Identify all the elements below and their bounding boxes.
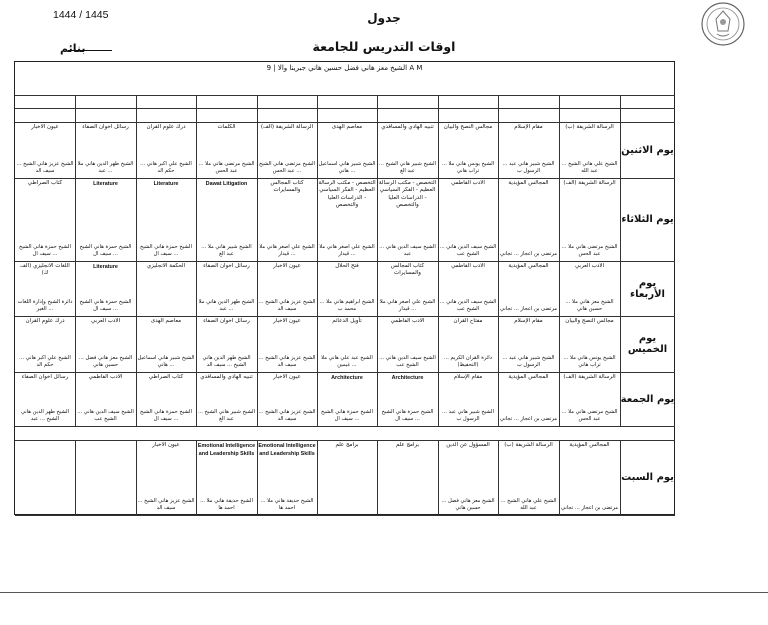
teacher-label: الشيخ مرتضى هاني الشيخ ... عبد الحس [258, 160, 316, 175]
subject-label: اللغات الانجليزي (الف ك) [20, 263, 70, 277]
timetable-cell [75, 261, 136, 316]
subject-label: الادب الفاطمي [88, 374, 123, 380]
teacher-label: الشيخ طهر الدين هاني الشيخ ... عبد [20, 408, 70, 423]
timetable-cell [257, 261, 317, 316]
grid-row-line [15, 108, 675, 109]
subject-label: مقام الإسلام [514, 124, 543, 130]
teacher-label: دائرة القران الكريم ... (التحفيظ) [443, 354, 493, 369]
subject-label: الادب العربي [574, 263, 605, 269]
teacher-label: مرتضى بن اعجاز ... تجاني [500, 416, 557, 423]
timetable-cell [438, 372, 498, 426]
timetable-header-line: الشيخ معز هاني فضل حسين هاني جبرينا والا | 9 A M [266, 64, 423, 72]
timetable-cell [15, 122, 75, 178]
teacher-label: الشيخ شبير هاني الشيخ ... عبد الغ [197, 408, 256, 423]
day-label: يوم الخميس [627, 333, 668, 355]
timetable-cell [498, 316, 559, 372]
subject-label: برامج علم [335, 442, 359, 448]
teacher-label: الشيخ سيف الدين هاني ... الشيخ عب [379, 354, 436, 369]
teacher-label: الشيخ مرتضى هاني ملا ... عبد الحس [198, 160, 255, 175]
timetable-cell [75, 178, 136, 261]
subject-label: الحكمة الانجليزي [146, 263, 186, 269]
teacher-label: الشيخ معز هاني ملا ... حسين هاني [565, 298, 614, 313]
subject-label: Architecture [391, 375, 424, 381]
timetable-cell [75, 440, 136, 515]
subject-label: Literature [153, 181, 179, 187]
timetable-cell [317, 122, 377, 178]
subject-label: الرسالة الشريفة (ب) [504, 442, 553, 448]
teacher-label: الشيخ حمزة هاني الشيخ ... سيف ال [79, 298, 132, 313]
timetable-cell [559, 178, 620, 261]
timetable-cell [438, 316, 498, 372]
timetable-cell [136, 261, 196, 316]
teacher-label: الشيخ مرتضى هاني ملا ... عبد الحس [561, 408, 618, 423]
subject-label: Emotional Intelligence and Leadership Skills [197, 443, 256, 458]
table-label: جدول [367, 11, 401, 25]
teacher-label: الشيخ شبير هاني اسماعيل ... هاني [318, 160, 376, 175]
subject-label: مجالس النصح والبيان [443, 124, 493, 130]
subject-label: تنبيه الهادي والمسافدي [381, 124, 434, 130]
timetable-cell [498, 122, 559, 178]
subject-label: رسائل اخوان الصفاء [203, 263, 250, 269]
signature-line [68, 50, 112, 51]
timetable-cell [498, 440, 559, 515]
timetable-cell [377, 261, 438, 316]
page-title: اوقات التدريس للجامعة [312, 39, 456, 54]
teacher-label: الشيخ طهر الدين هاني ملا ... عبد [198, 298, 255, 313]
teacher-label: الشيخ ابراهيم هاني ملا ... محمد ب [319, 298, 375, 313]
grid-row-line [15, 515, 675, 516]
teacher-label: الشيخ علي اصغر هاني ملا ... قيدار [259, 243, 315, 258]
teacher-label: الشيخ حمزة هاني الشيخ ... سيف ال [19, 243, 71, 258]
teacher-label: الشيخ طهر الدين هاني الشيخ ... سيف الد [202, 354, 251, 369]
timetable-cell [377, 316, 438, 372]
grid-row-line [15, 95, 675, 96]
timetable-cell [257, 178, 317, 261]
teacher-label: الشيخ شبير هاني عبد ... الرسول ب [502, 354, 555, 369]
subject-label: الرسالة الشريفة (الف) [260, 124, 314, 130]
subject-label: كتاب المجالس والمسايرات [390, 263, 425, 277]
subject-label: Literature [93, 264, 118, 270]
subject-label: المسؤول عن الدين [446, 442, 490, 448]
subject-label: درك علوم القران [146, 124, 186, 130]
subject-label: كتاب الصراطي [27, 180, 63, 186]
subject-label: Emotional Intelligence and Leadership Skills [258, 443, 316, 458]
teacher-label: الشيخ سيف الدين هاني ... الشيخ عب [77, 408, 134, 423]
subject-label: Literature [93, 181, 118, 187]
timetable-cell [317, 372, 377, 426]
teacher-label: الشيخ علي اصغر هاني ملا ... قيدار [319, 243, 375, 258]
page-footer-line [0, 592, 768, 593]
timetable-cell [377, 440, 438, 515]
subject-label: معاصم الهدى [331, 124, 363, 130]
timetable-cell [317, 261, 377, 316]
subject-label: مقام الإسلام [453, 374, 483, 380]
grid-row-line [15, 426, 675, 427]
teacher-label: الشيخ علي اكبر هاني ... حكم الد [140, 160, 192, 175]
subject-label: المجالس المؤيدية [508, 263, 549, 269]
timetable-cell [136, 122, 196, 178]
subject-label: كتاب المجالس والمسايرات [270, 180, 304, 194]
subject-label: تنبيه الهادي والمسافدي [200, 374, 253, 380]
teacher-label: الشيخ حمزة هاني الشيخ ... سيف ال [140, 408, 192, 423]
teacher-label: الشيخ حذيفة هاني ملا ... احمد ها [200, 497, 253, 512]
day-label: يوم السبت [621, 472, 674, 483]
teacher-label: الشيخ علي هاني الشيخ ... عبد الله [561, 160, 618, 175]
teacher-label: الشيخ يونس هاني ملا ... تراب هاني [441, 160, 495, 175]
subject-label: الكلمات [217, 124, 236, 130]
subject-label: التخصص - مكتب الرسالة العظيم - الفكر السياسي - الدراسات العليا والتخصص [318, 180, 376, 209]
subject-label: الرسالة الشريفة (ب) [565, 124, 614, 130]
teacher-label: الشيخ سيف الدين هاني ... الشيخ عب [439, 298, 497, 313]
timetable-cell [498, 178, 559, 261]
teacher-label: الشيخ عزيز هاني الشيخ ... سيف الد [137, 497, 195, 512]
subject-label: مجالس النصح والبيان [565, 318, 614, 324]
teacher-label: الشيخ عزيز هاني الشيخ ... سيف الد [258, 354, 316, 369]
subject-label: تأويل الدعائم [332, 318, 362, 324]
teacher-label: الشيخ علي اكبر هاني ... حكم الد [19, 354, 71, 369]
timetable-cell [257, 372, 317, 426]
timetable-cell [75, 122, 136, 178]
teacher-label: الشيخ حمزة هاني الشيخ ... سيف ال [321, 408, 373, 423]
timetable-cell [136, 178, 196, 261]
subject-label: مقام الإسلام [514, 318, 543, 324]
subject-label: المجالس المؤيدية [508, 374, 549, 380]
timetable-cell [196, 372, 257, 426]
subject-label: الادب الفاطمي [390, 318, 425, 324]
timetable-cell [136, 372, 196, 426]
subject-label: عيون الاخبار [273, 263, 301, 269]
teacher-label: الشيخ سيف الدين هاني ... الشيخ عب [439, 243, 497, 258]
subject-label: فتح الحلال [335, 263, 359, 269]
timetable-cell [498, 372, 559, 426]
timetable-cell [317, 440, 377, 515]
timetable-cell [196, 316, 257, 372]
subject-label: عيون الاخبار [31, 124, 59, 130]
timetable-cell [15, 440, 75, 515]
teacher-label: مرتضى بن اعجاز ... تجاني [500, 251, 557, 258]
timetable-cell [559, 261, 620, 316]
day-label: يوم الاثنين [621, 144, 674, 156]
teacher-label: الشيخ شبير هاني عبد ... الرسول ب [442, 408, 494, 423]
timetable-cell [196, 122, 257, 178]
timetable-cell [559, 372, 620, 426]
subject-label: الادب الفاطمي [451, 263, 485, 269]
timetable-cell [559, 316, 620, 372]
teacher-label: الشيخ شبير هاني عبد ... الرسول ب [502, 160, 555, 175]
timetable-cell [559, 122, 620, 178]
teacher-label: مرتضى بن اعجاز ... تجاني [500, 306, 557, 313]
timetable-cell [257, 316, 317, 372]
timetable-cell [15, 261, 75, 316]
subject-label: برامج علم [395, 442, 420, 448]
subject-label: المجالس المؤيدية [508, 180, 549, 186]
subject-label: الادب الفاطمي [451, 180, 485, 186]
timetable-cell [377, 372, 438, 426]
timetable-cell [438, 178, 498, 261]
timetable-cell [196, 440, 257, 515]
subject-label: عيون الاخبار [273, 318, 301, 324]
teacher-label: الشيخ علي اصغر هاني ملا ... قيدار [379, 298, 436, 313]
timetable-cell [317, 316, 377, 372]
day-label: يوم الجمعة [620, 393, 675, 405]
timetable-cell [377, 122, 438, 178]
subject-label: التخصص - مكتب الرسالة العظيم - الفكر السياسي - الدراسات العليا والتخصص [378, 180, 437, 209]
teacher-label: الشيخ حمزة هاني الشيخ ... سيف ال [79, 243, 132, 258]
timetable-cell [15, 178, 75, 261]
teacher-label: الشيخ حمزة هاني الشيخ ... سيف ال [140, 243, 192, 258]
day-label: يوم الثلاثاء [621, 214, 674, 225]
timetable-cell [15, 316, 75, 372]
subject-label: الرسالة الشريفة (الف) [563, 180, 616, 186]
teacher-label: الشيخ علي هاني الشيخ ... عبد الله [500, 497, 557, 512]
subject-label: Architecture [331, 375, 363, 381]
subject-label: رسائل اخوان الصفاء [203, 318, 250, 324]
subject-label: عيون الاخبار [273, 374, 301, 380]
subject-label: معاصم الهدى [150, 318, 182, 324]
teacher-label: الشيخ عبد علي هاني ملا ... غيمين [321, 354, 373, 369]
teacher-label: الشيخ طهر الدين هاني ملا ... عبد [77, 160, 134, 175]
teacher-label: الشيخ مرتضى هاني ملا ... عبد الحس [561, 243, 618, 258]
teacher-label: الشيخ شبير هاني ملا ... عبد الغ [201, 243, 252, 258]
teacher-label: الشيخ عزيز هاني الشيخ ... سيف الد [258, 408, 316, 423]
teacher-label: الشيخ عزيز هاني الشيخ ... سيف الد [16, 160, 74, 175]
teacher-label: الشيخ سيف الدين هاني ... عبد [379, 243, 436, 258]
subject-label: كتاب الصراطي [148, 374, 184, 380]
timetable-cell [377, 178, 438, 261]
teacher-label: الشيخ معز هاني فضل ... حسين هاني [441, 497, 495, 512]
timetable-cell [257, 440, 317, 515]
teacher-label: الشيخ شبير هاني اسماعيل ... هاني [137, 354, 195, 369]
timetable-cell [438, 440, 498, 515]
timetable-cell [136, 316, 196, 372]
subject-label: Dawat Litigation [205, 181, 248, 187]
timetable-cell [15, 372, 75, 426]
teacher-label: الشيخ شبير هاني الشيخ ... عبد الغ [378, 160, 437, 175]
subject-label: المجالس المؤيدية [569, 442, 610, 448]
timetable-cell [136, 440, 196, 515]
subject-label: رسائل اخوان الصفاء [21, 374, 69, 380]
subject-label: عيون الاخبار [152, 442, 180, 448]
teacher-label: الشيخ حذيفة هاني ملا ... احمد ها [260, 497, 314, 512]
university-seal-icon [700, 1, 746, 47]
timetable-cell [257, 122, 317, 178]
subject-label: الادب العربي [90, 318, 121, 324]
teacher-label: الشيخ معز هاني فضل ... حسين هاني [78, 354, 133, 369]
timetable-cell [438, 122, 498, 178]
timetable-cell [559, 440, 620, 515]
day-label: يوم الأربعاء [630, 277, 665, 300]
timetable-cell [317, 178, 377, 261]
timetable-cell [75, 316, 136, 372]
subject-label: رسائل اخوان الصفاء [82, 124, 129, 130]
teacher-label: الشيخ عزيز هاني الشيخ ... سيف الد [258, 298, 316, 313]
timetable-cell [438, 261, 498, 316]
timetable-cell [196, 178, 257, 261]
teacher-label: دائرة الشيخ وإدارة اللغات ... الغير [17, 298, 73, 313]
teacher-label: الشيخ يونس هاني ملا ... تراب هاني [563, 354, 616, 369]
subject-label: درك علوم القران [25, 318, 65, 324]
timetable-cell [498, 261, 559, 316]
timetable-cell [196, 261, 257, 316]
year-label: 1444 / 1445 [53, 9, 109, 21]
signature: بنائم [60, 42, 86, 55]
teacher-label: الشيخ حمزة هاني الشيخ ... سيف ال [381, 408, 434, 423]
subject-label: الرسالة الشريفة (الف) [563, 374, 616, 380]
subject-label: مفتاح القران [453, 318, 483, 324]
timetable-cell [75, 372, 136, 426]
teacher-label: مرتضى بن اعجاز ... تجاني [561, 505, 618, 512]
